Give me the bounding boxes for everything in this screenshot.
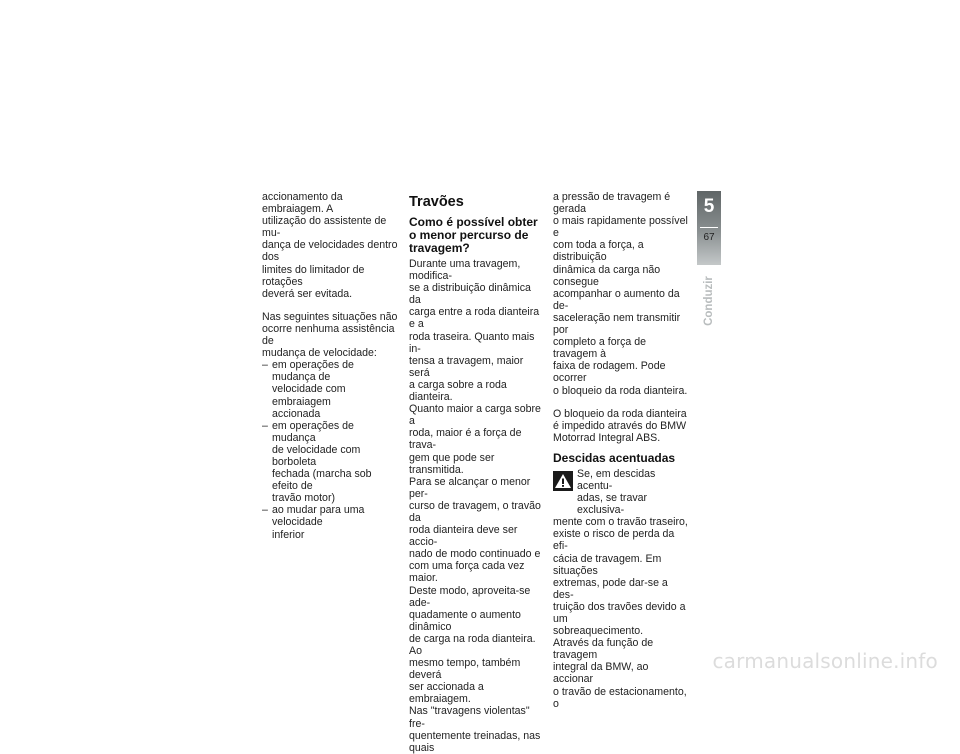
paragraph-abs: O bloqueio da roda dianteira é impedido através do BMW Motorrad Integral ABS. <box>553 407 687 444</box>
subsection-heading-descents: Descidas acentuadas <box>553 450 676 465</box>
tab-divider <box>700 227 718 228</box>
paragraph-descents: mente com o travão traseiro, existe o risco de perda da efi- cácia de travagem. Em situações extremas, pode dar-se a des- truição dos travões devido a um sobreaquecimento. Através da função de travagem integral da BMW, ao accionar o travão de estacionamento, o <box>553 516 688 710</box>
watermark: carmanualsonline.info <box>712 649 938 673</box>
list-item: – em operações de mudança de velocidade com embraiagem accionada <box>262 359 400 419</box>
chapter-side-label <box>697 270 721 332</box>
paragraph-clutch-assistant: accionamento da embraiagem. A utilização do assistente de mu- dança de velocidades dentro dos limites do limitador de rotações deverá ser evitada. <box>262 191 398 300</box>
section-heading: Travões <box>409 194 464 210</box>
list-item: – ao mudar para uma velocidade inferior <box>262 504 400 540</box>
warning-block: Se, em descidas acentu- adas, se travar exclusiva- <box>553 468 689 516</box>
chapter-title: Conduzir <box>703 276 715 326</box>
subsection-heading: Como é possível obter o menor percurso de travagem? <box>409 215 538 255</box>
chapter-number: 5 <box>703 196 715 217</box>
text-column-left <box>262 191 400 541</box>
list-item: – em operações de mudança de velocidade com borboleta fechada (marcha sob efeito de travão motor) <box>262 420 400 505</box>
text-column-middle <box>409 191 545 754</box>
chapter-tab <box>697 191 721 265</box>
page-number: 67 <box>703 232 715 243</box>
paragraph-no-assistance: Nas seguintes situações não ocorre nenhuma assistência de mudança de velocidade: <box>262 310 398 360</box>
paragraph-braking-distance: Durante uma travagem, modifica- se a distribuição dinâmica da carga entre a roda dianteira e a roda traseira. Quanto mais in- tensa a travagem, maior será a carga sobre a roda dianteira. Quanto maior a carga sobre a roda, maior é a força de trava- gem que pode ser transmitida. Para se alcançar o menor per- curso de travagem, o travão da roda dianteira deve ser accio- nado de modo continuado e com uma força cada vez maior. Deste modo, aproveita-se ade- quadamente o aumento dinâmico de carga na roda dianteira. Ao mesmo tempo, também deverá ser accionada a embraiagem. Nas "travagens violentas" fre- quentemente treinadas, nas quais <box>409 258 541 754</box>
paragraph-brake-pressure: a pressão de travagem é gerada o mais rapidamente possível e com toda a força, a distribuição dinâmica da carga não consegue acompanhar o aumento da de- saceleração nem transmitir por completo a força de travagem à faixa de rodagem. Pode ocorrer o bloqueio da roda dianteira. <box>553 191 688 397</box>
warning-triangle-icon <box>553 471 573 491</box>
text-column-right <box>553 191 689 710</box>
